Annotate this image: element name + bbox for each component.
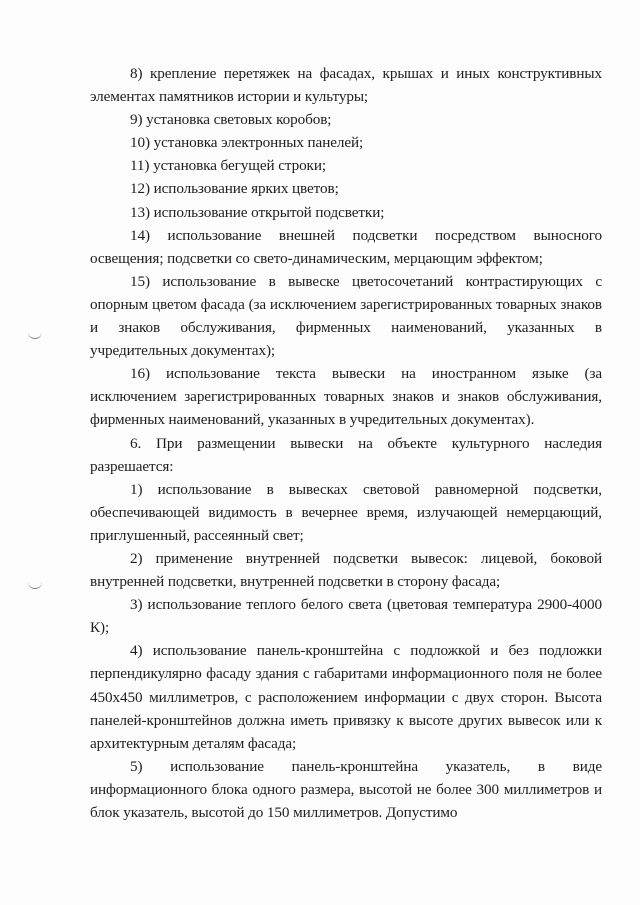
list-item-9: 9) установка световых коробов; [130, 111, 332, 129]
list-item-15: 15) использование в вывеске цветосочетаний контрастирующих с опорным цветом фасада (за исключением зарегистрированных товарных знаков и знаков обслуживания, фирменных наименований, указанных в учредительных документах); [90, 272, 602, 360]
document-body [90, 62, 602, 824]
allowed-item-1: 1) использование в вывесках световой равномерной подсветки, обеспечивающей видимость в вечернее время, излучающей немерцающий, приглушенный, рассеянный свет; [90, 480, 602, 544]
allowed-item-4: 4) использование панель-кронштейна с подложкой и без подложки перпендикулярно фасаду здания с габаритами информационного поля не более 450х450 миллиметров, с расположением информации с двух сторон. Высота панелей-кронштейнов должна иметь привязку к высоте других вывесок или к архитектурным деталям фасада; [90, 642, 602, 752]
list-item-16: 16) использование текста вывески на иностранном языке (за исключением зарегистрированных товарных знаков и знаков обслуживания, фирменных наименований, указанных в учредительных документах). [90, 365, 602, 429]
section-6-heading: 6. При размещении вывески на объекте культурного наследия разрешается: [90, 434, 602, 475]
allowed-item-5: 5) использование панель-кронштейна указатель, в виде информационного блока одного размера, высотой не более 300 миллиметров и блок указатель, высотой до 150 миллиметров. Допустимо [90, 757, 602, 821]
list-item-8: 8) крепление перетяжек на фасадах, крышах и иных конструктивных элементах памятников истории и культуры; [90, 65, 602, 106]
list-item-11: 11) установка бегущей строки; [130, 157, 326, 175]
scan-mark [28, 332, 42, 339]
list-item-14: 14) использование внешней подсветки посредством выносного освещения; подсветки со свето-динамическим, мерцающим эффектом; [90, 226, 602, 267]
list-item-13: 13) использование открытой подсветки; [130, 203, 385, 221]
list-item-12: 12) использование ярких цветов; [130, 180, 339, 198]
allowed-item-3: 3) использование теплого белого света (цветовая температура 2900-4000 К); [90, 596, 602, 637]
scan-mark [28, 582, 42, 589]
list-item-10: 10) установка электронных панелей; [130, 134, 364, 152]
allowed-item-2: 2) применение внутренней подсветки вывесок: лицевой, боковой внутренней подсветки, внутренней подсветки в сторону фасада; [90, 549, 602, 591]
